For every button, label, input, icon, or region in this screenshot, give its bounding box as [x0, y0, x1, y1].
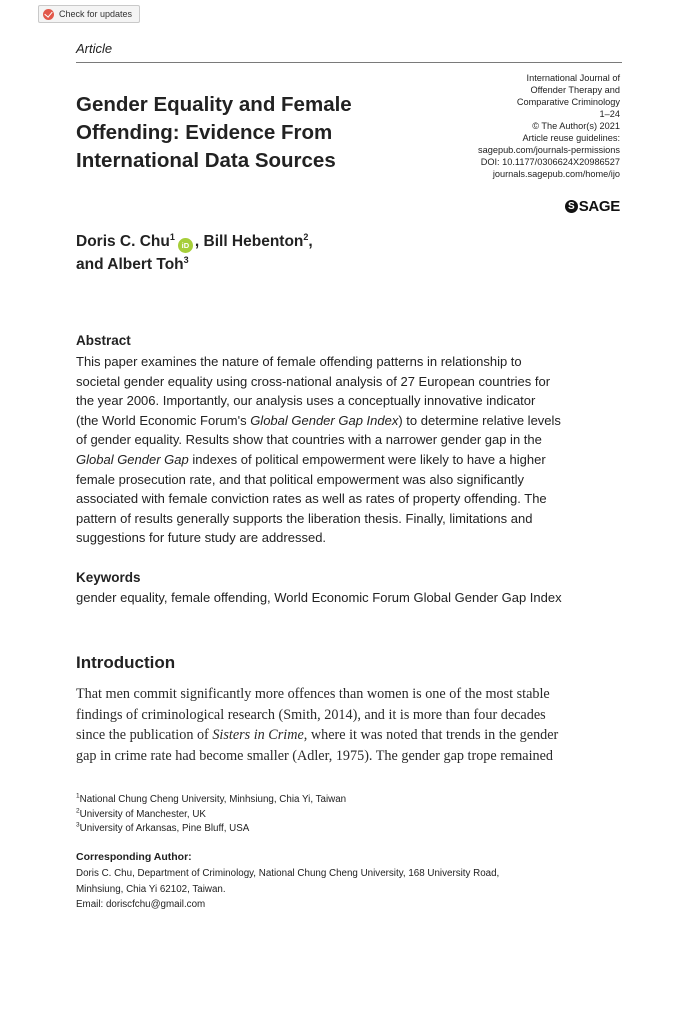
author-name: Bill Hebenton [203, 233, 304, 250]
check-for-updates-label: Check for updates [59, 9, 133, 19]
affiliation-marker: 2 [303, 231, 309, 242]
abstract-line: the year 2006. Importantly, our analysis uses a conceptually innovative indicator [76, 393, 536, 409]
journal-home-link[interactable]: journals.sagepub.com/home/ijo [492, 169, 620, 179]
journal-name-line: Comparative Criminology [516, 97, 620, 107]
abstract-line: (the World Economic Forum's Global Gender Gap Index) to determine relative levels [76, 412, 561, 428]
intro-line: findings of criminological research (Smith, 2014), and it is more than four decades [76, 706, 546, 723]
affiliation-marker: 1 [169, 231, 175, 242]
header-divider [76, 62, 622, 63]
affiliation-text: University of Arkansas, Pine Bluff, USA [79, 823, 250, 834]
reuse-label: Article reuse guidelines: [522, 133, 620, 143]
affiliations [76, 793, 616, 837]
title-line: International Data Sources [76, 149, 336, 172]
affiliation-item [76, 808, 616, 823]
permissions-link[interactable]: sagepub.com/journals-permissions [478, 145, 620, 155]
abstract-line: suggestions for future study are addressed. [76, 530, 327, 546]
title-line: Gender Equality and Female [76, 93, 352, 116]
author-name: Albert Toh [107, 256, 184, 273]
affiliation-marker: 1 [76, 792, 80, 800]
journal-info [440, 72, 620, 180]
affiliation-item [76, 793, 616, 808]
article-type-label: Article [76, 41, 113, 56]
affiliation-marker: 3 [76, 821, 80, 829]
corresponding-line: Minhsiung, Chia Yi 62102, Taiwan. [76, 883, 226, 895]
intro-line: since the publication of Sisters in Crime, where it was noted that trends in the gender [76, 727, 559, 743]
introduction-body [76, 684, 624, 766]
abstract-line: associated with female conviction rates as well as rates of property offending. The [76, 491, 547, 507]
author-list: Doris C. Chu$^1$iD , Bill Hebenton$^2$, and Albert Toh$^3$ [76, 231, 313, 273]
keywords-heading: Keywords [76, 570, 141, 585]
intro-line: gap in crime rate had become smaller (Adler, 1975). The gender gap trope remained [76, 747, 554, 764]
affiliation-text: University of Manchester, UK [79, 808, 206, 820]
abstract-line: societal gender equality using cross-national analysis of 27 European countries for [76, 373, 551, 389]
affiliation-item [76, 822, 616, 837]
affiliation-text: National Chung Cheng University, Minhsiung, Chia Yi, Taiwan [79, 794, 347, 805]
crossmark-icon [43, 9, 54, 20]
corresponding-line: Doris C. Chu, Department of Criminology, National Chung Cheng University, 168 University Road, [76, 868, 500, 879]
journal-name-line: Offender Therapy and [530, 85, 620, 95]
abstract-heading: Abstract [76, 333, 131, 348]
keywords-list: gender equality, female offending, World Economic Forum Global Gender Gap Index [76, 590, 562, 605]
corresponding-email[interactable]: Email: doriscfchu@gmail.com [76, 899, 206, 910]
affiliation-marker: 3 [183, 254, 189, 265]
author-conjunction: and [76, 256, 108, 273]
doi-link[interactable]: DOI: 10.1177/0306624X20986527 [480, 157, 620, 167]
intro-line: That men commit significantly more offences than women is one of the most stable [76, 686, 550, 702]
abstract-line: pattern of results generally supports the liberation thesis. Finally, limitations and [76, 510, 533, 526]
abstract-line: This paper examines the nature of female offending patterns in relationship to [76, 354, 522, 369]
abstract-line: female prosecution rate, and that political empowerment was also significantly [76, 471, 525, 487]
abstract-line: of gender equality. Results show that countries with a narrower gender gap in the [76, 432, 542, 448]
introduction-heading: Introduction [76, 653, 176, 672]
copyright: © The Author(s) 2021 [532, 121, 620, 131]
affiliation-marker: 2 [76, 807, 80, 815]
sage-logo-mark: S [565, 200, 578, 213]
journal-name-line: International Journal of [526, 73, 620, 83]
abstract-line: Global Gender Gap indexes of political empowerment were likely to have a higher [76, 451, 546, 467]
title-line: Offending: Evidence From [76, 121, 333, 144]
corresponding-author-heading: Corresponding Author: [76, 851, 192, 863]
author-name: Doris C. Chu [76, 233, 170, 250]
paper-title [76, 91, 431, 175]
check-for-updates-button[interactable] [38, 5, 140, 23]
orcid-icon[interactable]: iD [178, 238, 193, 253]
page-range: 1–24 [599, 109, 620, 119]
sage-logo [565, 198, 620, 215]
abstract-body [76, 352, 624, 548]
sage-logo-text: SAGE [578, 198, 620, 215]
corresponding-author-details [76, 866, 616, 913]
